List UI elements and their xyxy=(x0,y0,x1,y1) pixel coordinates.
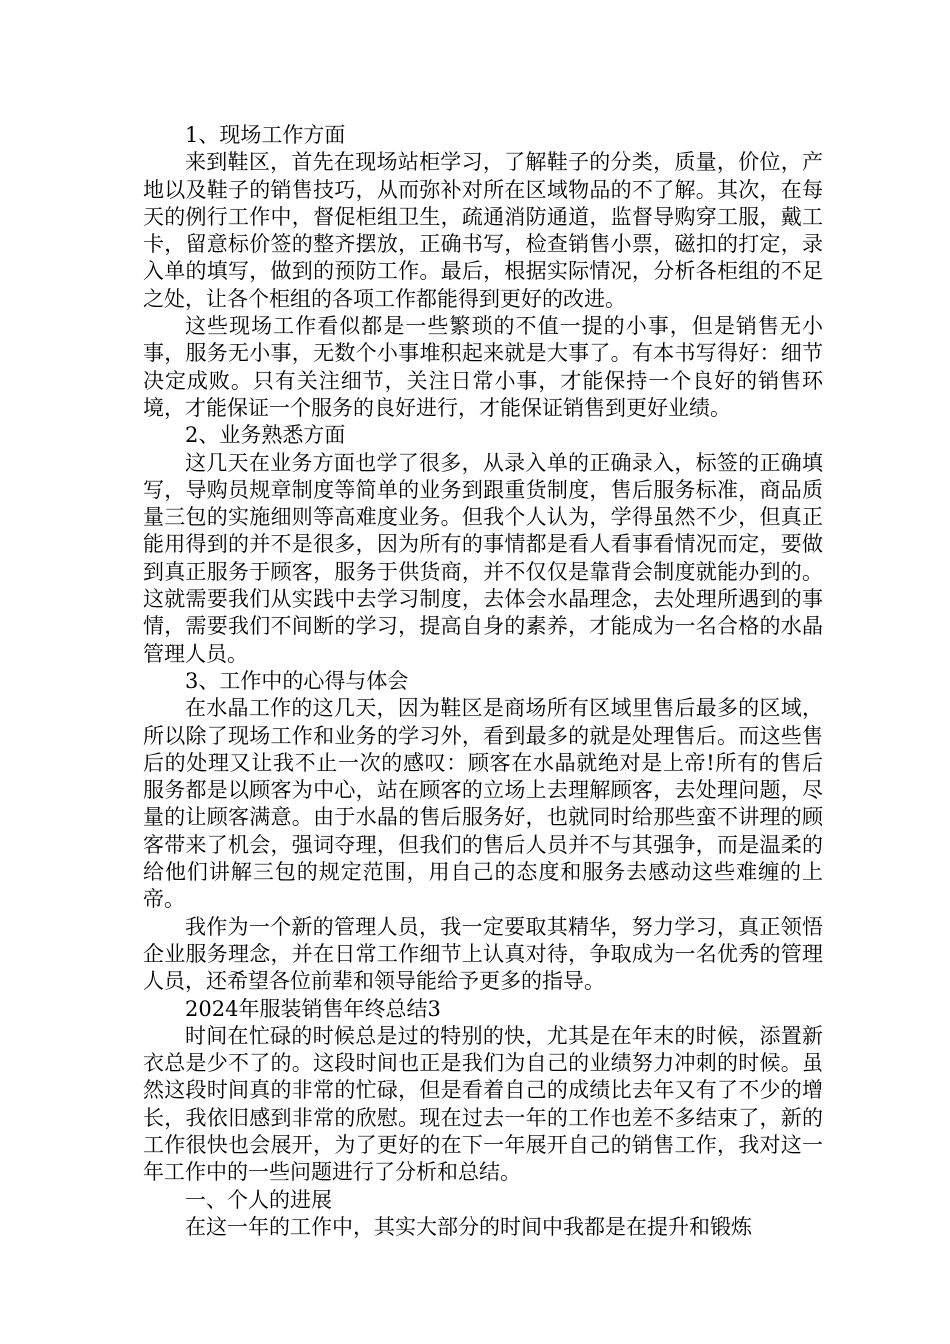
paragraph: 在这一年的工作中，其实大部分的时间中我都是在提升和锻炼 xyxy=(185,1214,752,1239)
paragraph: 在水晶工作的这几天，因为鞋区是商场所有区域里售后最多的区域，所以除了现场工作和业务的学习外，看到最多的就是处理售后。而这些售后的处理又让我不止一次的感叹：顾客在水晶就绝对是上帝!所有的售后服务都是以顾客为中心，站在顾客的立场上去理解顾客，去处理问题，尽量的让顾客满意。由于水晶的售后服务好，也就同时给那些蛮不讲理的顾客带来了机会，强词夺理，但我们的售后人员并不与其强争，而是温柔的给他们讲解三包的规定范围，用自己的态度和服务去感动这些难缠的上帝。 xyxy=(143,696,823,912)
section-heading: 一、个人的进展 xyxy=(185,1187,332,1212)
document-page xyxy=(143,122,823,1241)
section-heading: 2、业务熟悉方面 xyxy=(185,423,346,448)
section-heading: 1、现场工作方面 xyxy=(185,123,346,147)
section-heading: 3、工作中的心得与体会 xyxy=(185,668,409,693)
paragraph: 我作为一个新的管理人员，我一定要取其精华，努力学习，真正领悟企业服务理念，并在日常工作细节上认真对待，争取成为一名优秀的管理人员，还希望各位前辈和领导能给予更多的指导。 xyxy=(143,914,823,994)
document-title: 2024年服装销售年终总结3 xyxy=(185,996,441,1021)
paragraph: 这几天在业务方面也学了很多，从录入单的正确录入，标签的正确填写，导购员规章制度等简单的业务到跟重货制度，售后服务标准，商品质量三包的实施细则等高难度业务。但我个人认为，学得虽然不少，但真正能用得到的并不是很多，因为所有的事情都是看人看事看情况而定，要做到真正服务于顾客，服务于供货商，并不仅仅是靠背会制度就能办到的。这就需要我们从实践中去学习制度，去体会水晶理念，去处理所遇到的事情，需要我们不间断的学习，提高自身的素养，才能成为一名合格的水晶管理人员。 xyxy=(143,450,823,666)
paragraph: 来到鞋区，首先在现场站柜学习，了解鞋子的分类，质量，价位，产地以及鞋子的销售技巧，从而弥补对所在区域物品的不了解。其次，在每天的例行工作中，督促柜组卫生，疏通消防通道，监督导购穿工服，戴工卡，留意标价签的整齐摆放，正确书写，检查销售小票，磁扣的打定，录入单的填写，做到的预防工作。最后，根据实际情况，分析各柜组的不足之处，让各个柜组的各项工作都能得到更好的改进。 xyxy=(143,150,823,311)
paragraph: 时间在忙碌的时候总是过的特别的快，尤其是在年末的时候，添置新衣总是少不了的。这段时间也正是我们为自己的业绩努力冲刺的时候。虽然这段时间真的非常的忙碌，但是看着自己的成绩比去年又有了不少的增长，我依旧感到非常的欣慰。现在过去一年的工作也差不多结束了，新的工作很快也会展开，为了更好的在下一年展开自己的销售工作，我对这一年工作中的一些问题进行了分析和总结。 xyxy=(143,1023,823,1185)
paragraph: 这些现场工作看似都是一些繁琐的不值一提的小事，但是销售无小事，服务无小事，无数个小事堆积起来就是大事了。有本书写得好：细节决定成败。只有关注细节，关注日常小事，才能保持一个良好的销售环境，才能保证一个服务的良好进行，才能保证销售到更好业绩。 xyxy=(143,314,823,420)
